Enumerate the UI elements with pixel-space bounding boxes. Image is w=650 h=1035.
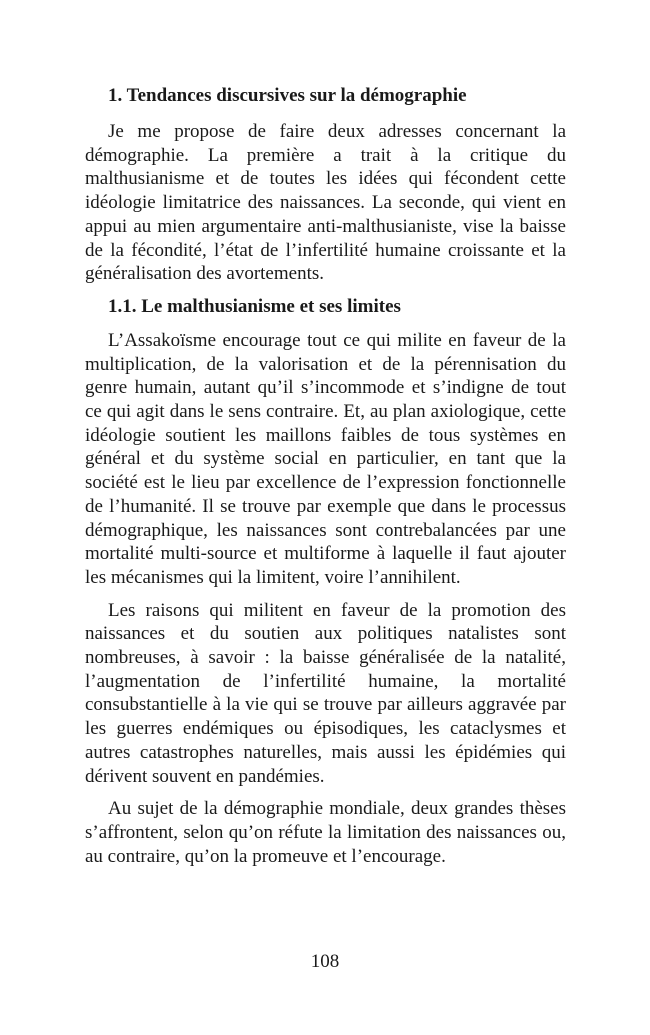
body-paragraph: Je me propose de faire deux adresses concernant la démographie. La première a trait à la critique du malthusianisme et de toutes les idées qui fécondent cette idéologie limitatrice des naissances. La seconde, qui vient en appui au mien argumentaire anti-malthusianiste, vise la baisse de la fécondité, l’état de l’infertilité humaine croissante et la généralisation des avortements.: [85, 121, 566, 285]
page-number: 108: [310, 951, 340, 972]
page-body: [85, 84, 566, 877]
body-paragraph: Les raisons qui militent en faveur de la promotion des naissances et du soutien aux politiques natalistes sont nombreuses, à savoir : la baisse généralisée de la natalité, l’augmentation de l’infertilité humaine, la mortalité consubstantielle à la vie qui se trouve par ailleurs aggravée par les guerres endémiques ou épisodiques, les cataclysmes et autres catastrophes naturelles, mais aussi les épidémies qui dérivent souvent en pandémies.: [85, 599, 566, 787]
body-paragraph: L’Assakoïsme encourage tout ce qui milite en faveur de la multiplication, de la valorisation et de la pérennisation du genre humain, autant qu’il s’incommode et s’indigne de tout ce qui agit dans le sens contraire. Et, au plan axiologique, cette idéologie soutient les maillons faibles de tous systèmes en général et du système social en particulier, en tant que la société est le lieu par excellence de l’expression fonctionnelle de l’humanité. Il se trouve par exemple que dans le processus démographique, les naissances sont contrebalancées par une mortalité multi-source et multiforme à laquelle il faut ajouter les mécanismes qui la limitent, voire l’annihilent.: [85, 329, 566, 588]
section-heading: 1. Tendances discursives sur la démographie: [108, 85, 467, 106]
subsection-heading: 1.1. Le malthusianisme et ses limites: [108, 295, 401, 317]
body-paragraph: Au sujet de la démographie mondiale, deux grandes thèses s’affrontent, selon qu’on réfute la limitation des naissances ou, au contraire, qu’on la promeuve et l’encourage.: [85, 798, 566, 867]
